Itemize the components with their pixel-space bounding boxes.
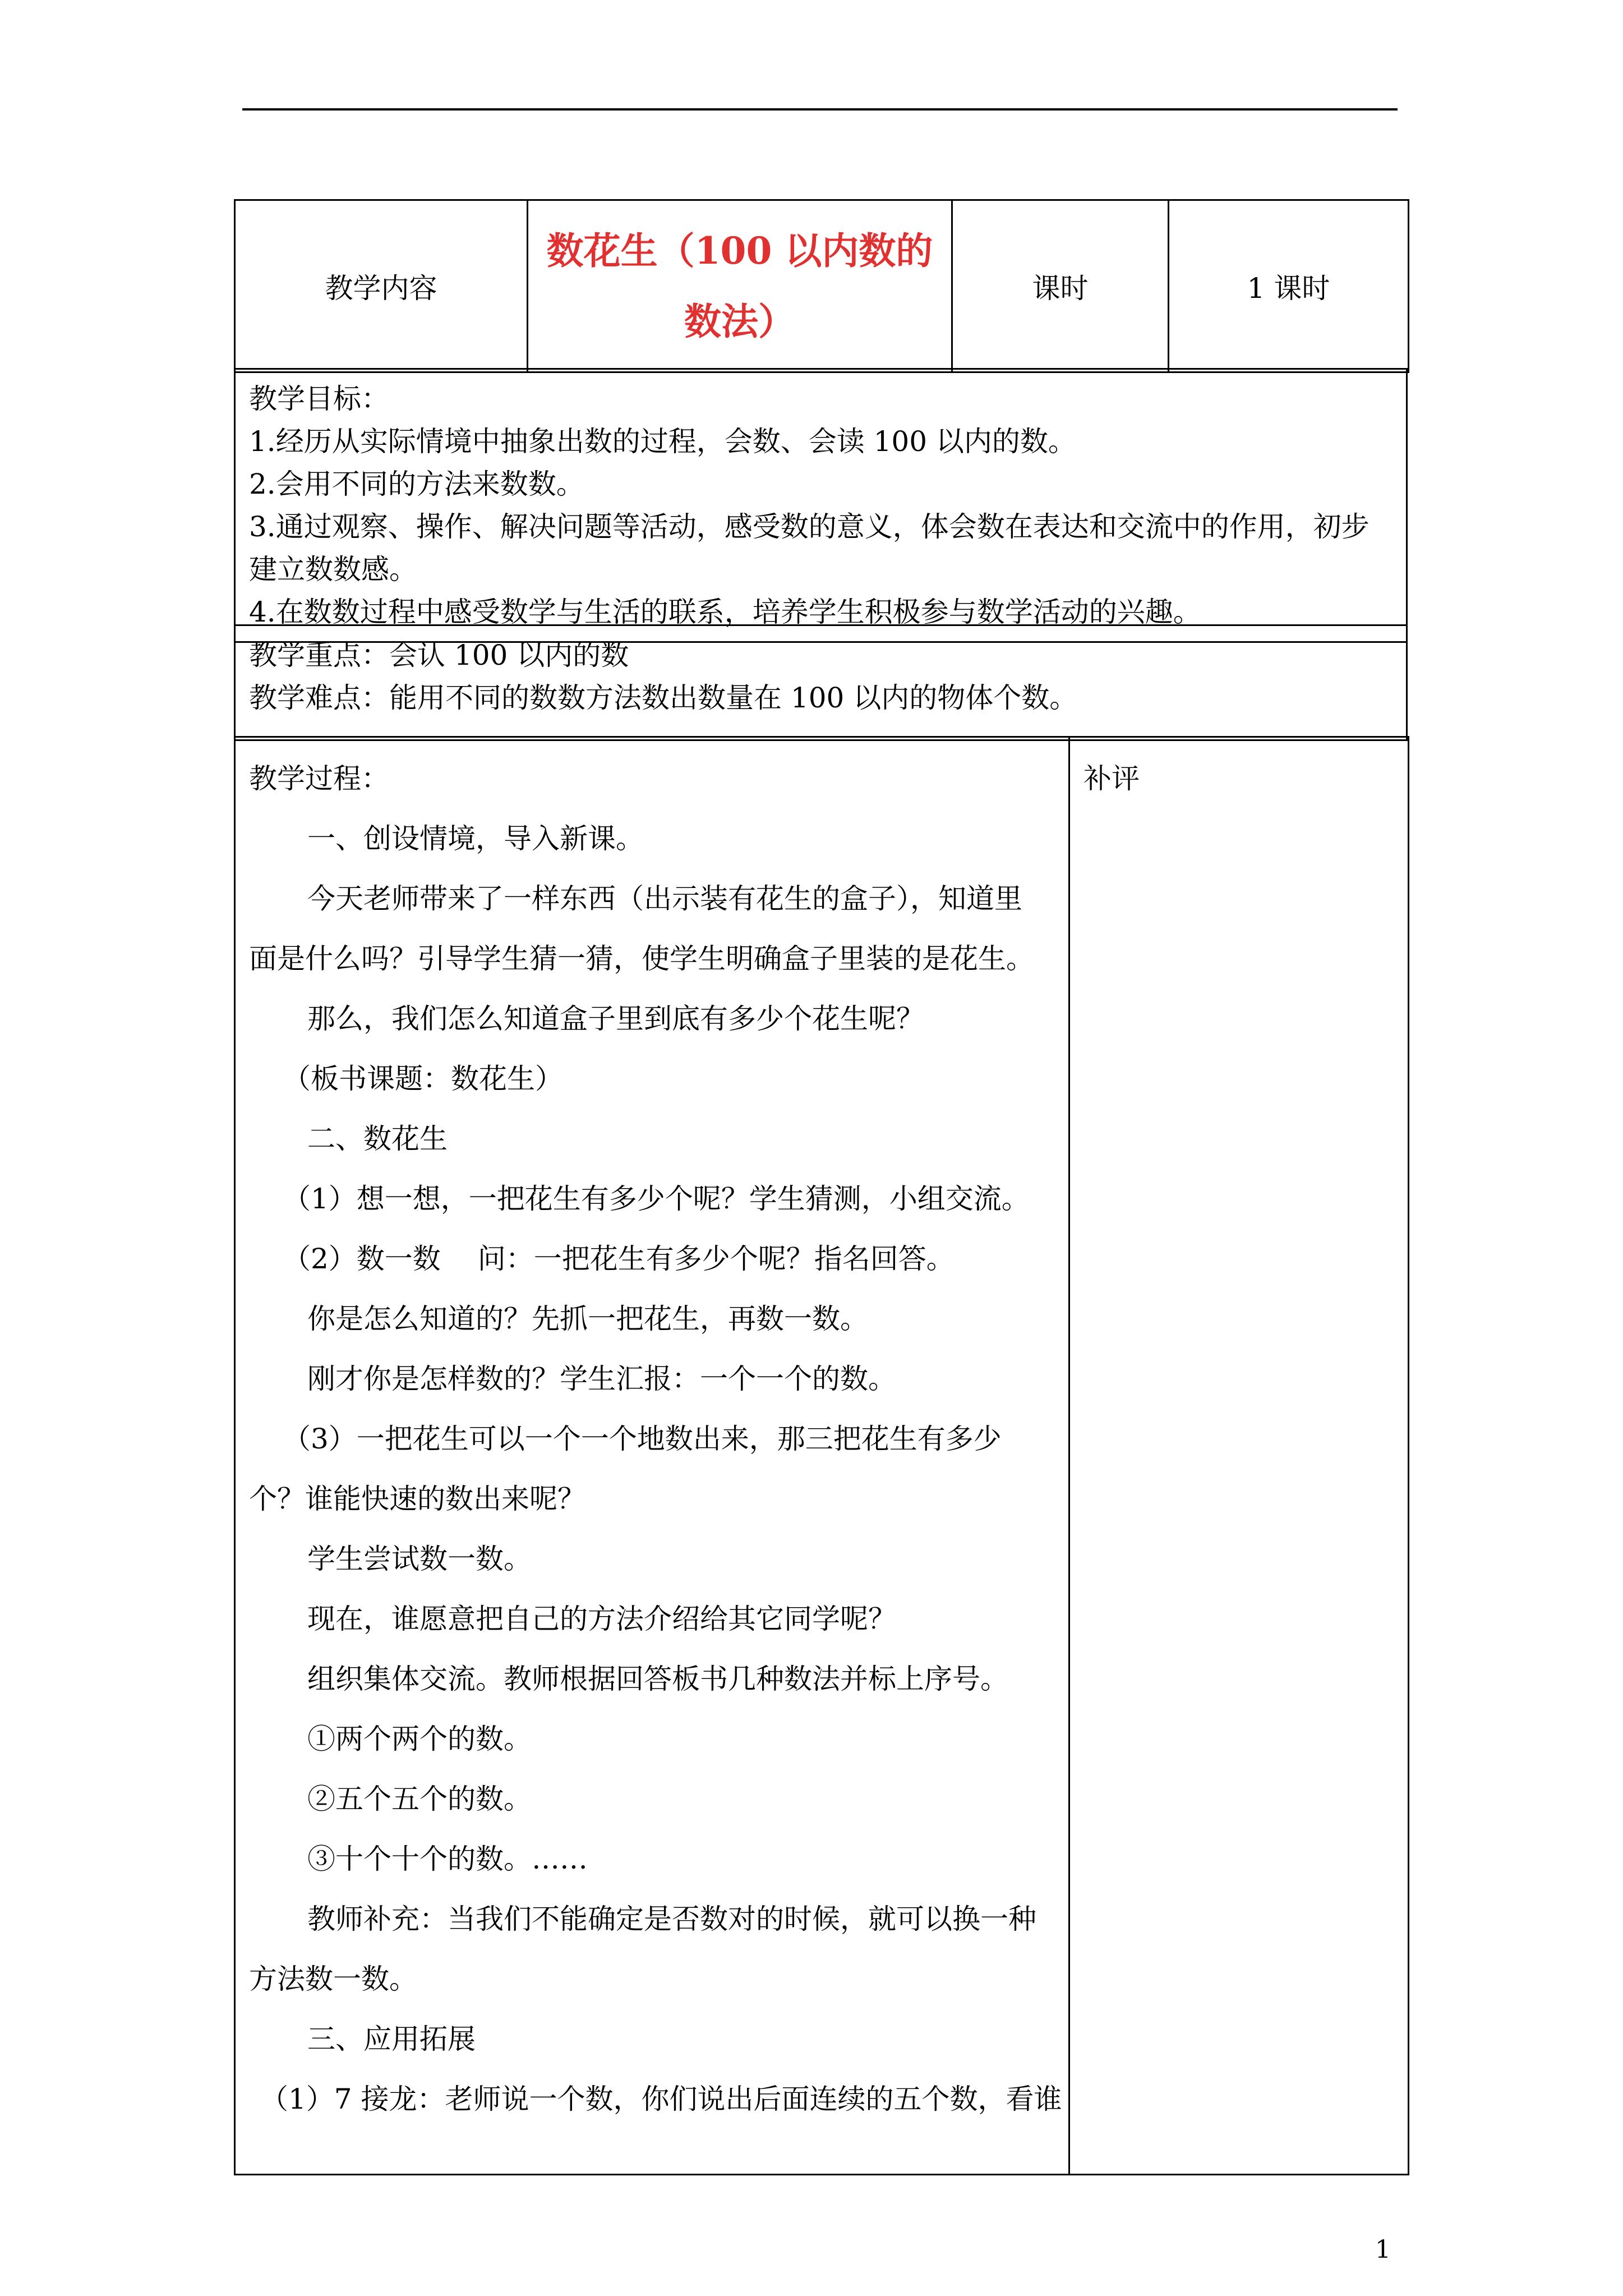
period-value: 1 课时 bbox=[1247, 272, 1330, 305]
objective-item: 3.通过观察、操作、解决问题等活动，感受数的意义，体会数在表达和交流中的作用，初步建立数数感。 bbox=[249, 510, 1370, 586]
objective-item: 1.经历从实际情境中抽象出数的过程，会数、会读 100 以内的数。 bbox=[249, 425, 1076, 458]
process-line: 组织集体交流。教师根据回答板书几种数法并标上序号。 bbox=[307, 1663, 1008, 1695]
process-line: （1）7 接龙：老师说一个数，你们说出后面连续的五个数，看谁 bbox=[260, 2083, 1062, 2115]
teaching-focus: 教学重点：会认 100 以内的数 bbox=[249, 639, 629, 671]
lesson-title-cell bbox=[528, 200, 952, 372]
header-rule bbox=[242, 108, 1398, 111]
objective-item: 4.在数数过程中感受数学与生活的联系，培养学生积极参与数学活动的兴趣。 bbox=[249, 596, 1201, 628]
process-line: 那么，我们怎么知道盒子里到底有多少个花生呢？ bbox=[307, 1002, 924, 1035]
process-line: 学生尝试数一数。 bbox=[307, 1543, 532, 1575]
process-line: 刚才你是怎样数的？学生汇报：一个一个的数。 bbox=[307, 1363, 896, 1395]
lesson-header-row bbox=[235, 200, 1409, 372]
teaching-difficulty: 教学难点：能用不同的数数方法数出数量在 100 以内的物体个数。 bbox=[249, 682, 1078, 714]
period-value-cell bbox=[1169, 200, 1409, 372]
process-line: 现在，谁愿意把自己的方法介绍给其它同学呢？ bbox=[307, 1603, 896, 1635]
notes-cell bbox=[1069, 737, 1409, 2175]
objectives-cell bbox=[235, 369, 1407, 642]
process-line: （3）一把花生可以一个一个地数出来，那三把花生有多少 bbox=[283, 1423, 1002, 1455]
process-line: （1）想一想，一把花生有多少个呢？学生猜测，小组交流。 bbox=[283, 1182, 1030, 1215]
key-points-table bbox=[234, 624, 1408, 741]
process-heading: 教学过程： bbox=[249, 762, 389, 795]
lesson-title-line2: 数法） bbox=[684, 300, 795, 343]
process-line: 三、应用拓展 bbox=[307, 2023, 476, 2055]
period-label-cell bbox=[952, 200, 1169, 372]
process-line: 面是什么吗？引导学生猜一猜，使学生明确盒子里装的是花生。 bbox=[249, 942, 1034, 975]
process-line: 教师补充：当我们不能确定是否数对的时候，就可以换一种 bbox=[307, 1903, 1036, 1935]
objective-item: 2.会用不同的方法来数数。 bbox=[249, 468, 584, 500]
process-line: ③十个十个的数。…… bbox=[307, 1843, 588, 1875]
process-line: 今天老师带来了一样东西（出示装有花生的盒子），知道里 bbox=[307, 882, 1022, 915]
content-label: 教学内容 bbox=[325, 272, 437, 305]
notes-label: 补评 bbox=[1083, 762, 1140, 795]
objectives-table bbox=[234, 368, 1408, 643]
process-line: ②五个五个的数。 bbox=[307, 1783, 532, 1815]
process-line: 二、数花生 bbox=[307, 1122, 448, 1155]
process-line: 一、创设情境，导入新课。 bbox=[307, 822, 644, 855]
process-cell bbox=[235, 737, 1069, 2175]
page-number: 1 bbox=[1375, 2235, 1391, 2264]
period-label: 课时 bbox=[1032, 272, 1089, 305]
process-line: （2）数一数 问：一把花生有多少个呢？指名回答。 bbox=[283, 1243, 955, 1275]
process-line: （板书课题：数花生） bbox=[283, 1062, 563, 1095]
lesson-header-table bbox=[234, 199, 1409, 373]
key-points-cell bbox=[235, 625, 1407, 740]
lesson-title-line1: 数花生（100 以内数的 bbox=[546, 229, 933, 273]
process-table bbox=[234, 736, 1409, 2175]
content-label-cell bbox=[235, 200, 528, 372]
process-line: 你是怎么知道的？先抓一把花生，再数一数。 bbox=[307, 1303, 868, 1335]
process-line: ①两个两个的数。 bbox=[307, 1723, 532, 1755]
objectives-heading: 教学目标： bbox=[249, 383, 389, 415]
process-line: 方法数一数。 bbox=[249, 1963, 417, 1995]
process-line: 个？谁能快速的数出来呢？ bbox=[249, 1483, 585, 1515]
